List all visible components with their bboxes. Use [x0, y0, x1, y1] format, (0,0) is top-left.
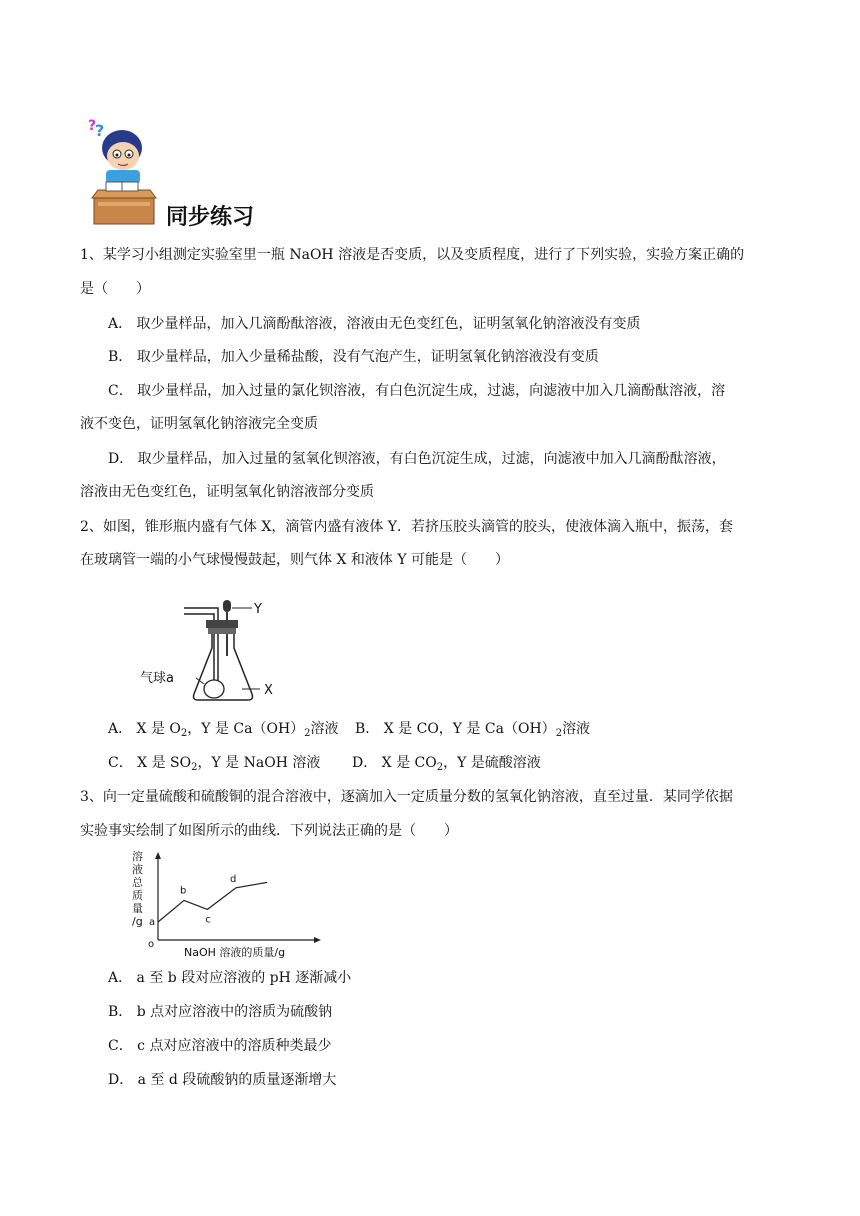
q1-option-d-line1: D． 取少量样品，加入过量的氢氧化钡溶液，有白色沉淀生成，过滤，向滤液中加入几滴酚酞溶液， [108, 451, 726, 467]
q2-option-c: C． X 是 $SO_2$，Y 是 NaOH 溶液 [108, 755, 321, 773]
q1-option-a: A． 取少量样品，加入几滴酚酞溶液，溶液由无色变红色，证明氢氧化钠溶液没有变质 [108, 316, 641, 332]
q1-option-b: B． 取少量样品，加入少量稀盐酸，没有气泡产生，证明氢氧化钠溶液没有变质 [108, 349, 599, 365]
figure-label-y: Y [254, 602, 262, 617]
q2-option-a: A． X 是 $O_2$，Y 是 $Ca(OH)_2$溶液 [108, 721, 339, 739]
q1-option-c-line2: 液不变色，证明氢氧化钠溶液完全变质 [80, 416, 318, 432]
figure-label-balloon: 气球a [140, 671, 174, 686]
point-label-a: a [149, 917, 156, 928]
point-label-c: c [205, 914, 211, 926]
svg-text:?: ? [95, 121, 105, 140]
q3-option-d: D． a 至 d 段硫酸钠的质量逐渐增大 [108, 1072, 337, 1088]
x-axis-label: NaOH 溶液的质量/g [184, 946, 286, 959]
y-axis-label-char: 溶 [132, 850, 143, 863]
q2-flask-figure [136, 594, 296, 710]
q2-option-d: D． X 是 $CO_2$，Y 是硫酸溶液 [352, 755, 541, 773]
origin-label: o [148, 939, 155, 950]
series-line [158, 882, 267, 922]
study-mascot-icon [80, 112, 162, 230]
q3-option-a: A． a 至 b 段对应溶液的 pH 逐渐减小 [108, 970, 352, 986]
y-axis-label-char: 总 [132, 876, 143, 889]
q2-option-b: B． X 是 CO，Y 是 $Ca(OH)_2$溶液 [355, 721, 591, 739]
q3-option-c: C． c 点对应溶液中的溶质种类最少 [108, 1038, 332, 1054]
page-title: 同步练习 [166, 205, 255, 230]
q1-option-c-line1: C． 取少量样品，加入过量的氯化钡溶液，有白色沉淀生成，过滤，向滤液中加入几滴酚酞溶液，溶 [108, 383, 726, 399]
svg-text:?: ? [88, 118, 97, 134]
q2-stem-line2: 在玻璃管一端的小气球慢慢鼓起，则气体 X 和液体 Y 可能是（ ） [80, 552, 510, 568]
point-label-d: d [230, 873, 237, 885]
q3-chart [126, 848, 336, 960]
q3-stem-line1: 3、向一定量硫酸和硫酸铜的混合溶液中，逐滴加入一定质量分数的氢氧化钠溶液，直至过量．某同学依据 [80, 789, 733, 805]
q1-option-d-line2: 溶液由无色变红色，证明氢氧化钠溶液部分变质 [80, 484, 374, 500]
point-label-b: b [180, 885, 187, 897]
q1-stem-line1: 1、某学习小组测定实验室里一瓶 NaOH 溶液是否变质，以及变质程度，进行了下列实验，实验方案正确的 [80, 247, 745, 263]
y-axis-label-char: 液 [132, 863, 143, 876]
y-axis-arrow [155, 852, 161, 859]
q2-stem-line1: 2、如图，锥形瓶内盛有气体 X，滴管内盛有液体 Y．若挤压胶头滴管的胶头，使液体滴入瓶中，振荡，套 [80, 519, 734, 535]
q3-option-b: B． b 点对应溶液中的溶质为硫酸钠 [108, 1004, 333, 1020]
y-axis-label-char: 质 [132, 889, 143, 902]
q1-stem-line2: 是（ ） [80, 281, 150, 297]
y-axis-label-char: /g [132, 915, 143, 928]
q3-stem-line2: 实验事实绘制了如图所示的曲线．下列说法正确的是（ ） [80, 823, 458, 839]
y-axis-label-char: 量 [132, 902, 143, 915]
figure-label-x: X [264, 683, 273, 698]
x-axis-arrow [314, 937, 321, 943]
